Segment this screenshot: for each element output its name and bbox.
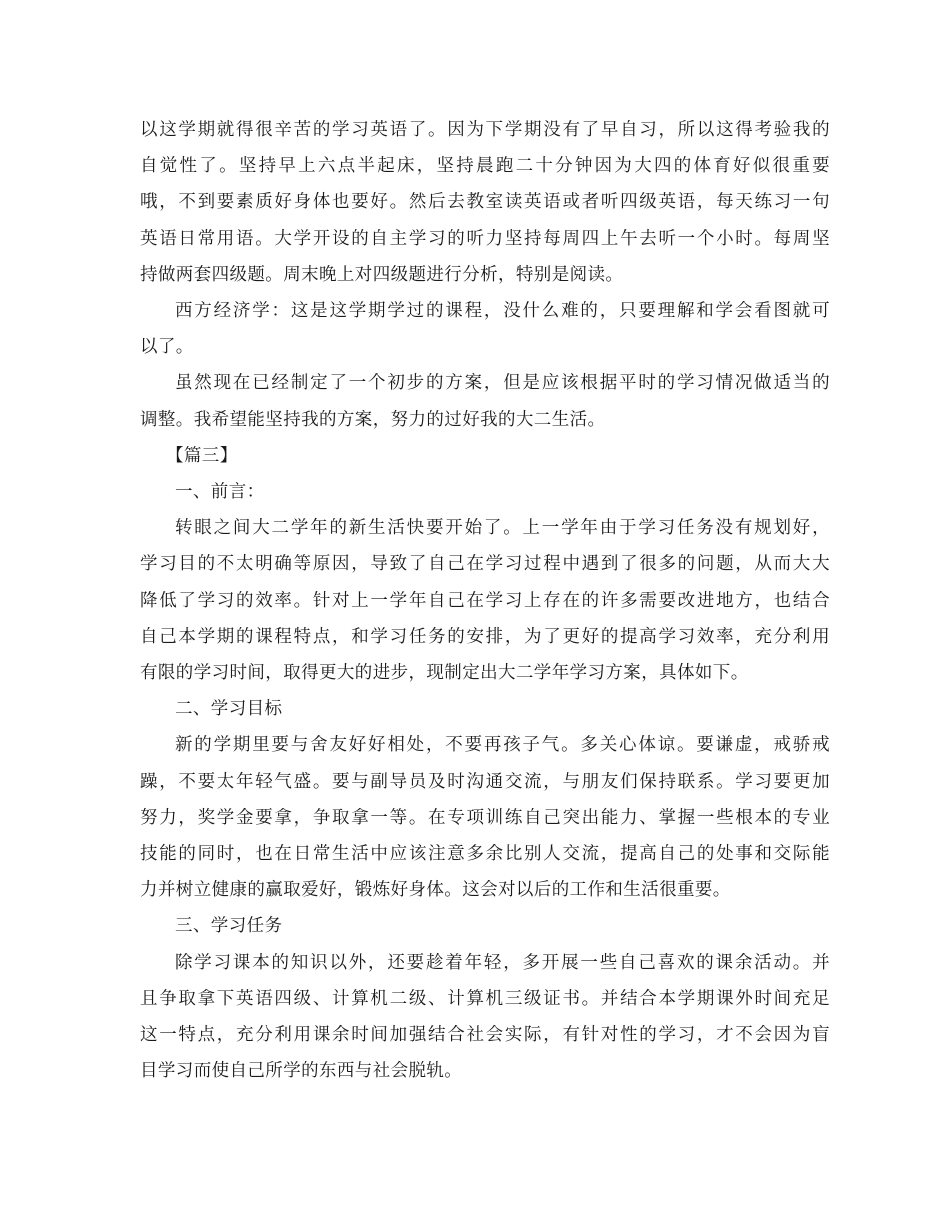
text-line: 技能的同时，也在日常生活中应该注意多余比别人交流，提高自己的处事和交际能 — [140, 844, 830, 865]
heading-goals: 二、学习目标 — [175, 699, 283, 720]
text-line: 除学习课本的知识以外，还要趁着年轻，多开展一些自己喜欢的课余活动。并 — [175, 952, 830, 973]
heading-tasks: 三、学习任务 — [175, 916, 283, 937]
text-line: 持做两套四级题。周末晚上对四级题进行分析，特别是阅读。 — [140, 264, 624, 285]
text-line: 调整。我希望能坚持我的方案，努力的过好我的大二生活。 — [140, 409, 606, 430]
text-line: 自觉性了。坚持早上六点半起床，坚持晨跑二十分钟因为大四的体育好似很重要 — [140, 156, 830, 177]
text-line: 以了。 — [140, 337, 194, 358]
document-body — [140, 112, 830, 1089]
text-line: 英语日常用语。大学开设的自主学习的听力坚持每周四上午去听一个小时。每周坚 — [140, 228, 830, 249]
text-line: 努力，奖学金要拿，争取拿一等。在专项训练自己突出能力、掌握一些根本的专业 — [140, 807, 830, 828]
text-line: 新的学期里要与舍友好好相处，不要再孩子气。多关心体谅。要谦虚，戒骄戒 — [175, 735, 830, 756]
text-line: 哦，不到要素质好身体也要好。然后去教室读英语或者听四级英语，每天练习一句 — [140, 192, 830, 213]
section-title: 【篇三】 — [166, 445, 238, 466]
text-line: 学习目的不太明确等原因，导致了自己在学习过程中遇到了很多的问题，从而大大 — [140, 554, 830, 575]
text-line: 自己本学期的课程特点，和学习任务的安排，为了更好的提高学习效率，充分利用 — [140, 626, 830, 647]
heading-preface: 一、前言： — [175, 482, 265, 503]
paragraph-adjustment — [140, 365, 830, 437]
text-line: 力并树立健康的赢取爱好，锻炼好身体。这会对以后的工作和生活很重要。 — [140, 880, 731, 901]
text-line: 以这学期就得很辛苦的学习英语了。因为下学期没有了早自习，所以这得考验我的 — [140, 120, 830, 140]
text-line: 躁，不要太年轻气盛。要与副导员及时沟通交流，与朋友们保持联系。学习要更加 — [140, 771, 830, 792]
text-line: 西方经济学：这是这学期学过的课程，没什么难的，只要理解和学会看图就可 — [175, 301, 830, 322]
paragraph-preface — [140, 510, 830, 691]
paragraph-western-economics — [140, 293, 830, 365]
paragraph-goals — [140, 727, 830, 908]
text-line: 有限的学习时间，取得更大的进步，现制定出大二学年学习方案，具体如下。 — [140, 663, 749, 684]
text-line: 且争取拿下英语四级、计算机二级、计算机三级证书。并结合本学期课外时间充足 — [140, 988, 830, 1009]
paragraph-tasks — [140, 945, 830, 1090]
text-line: 目学习而使自己所学的东西与社会脱轨。 — [140, 1061, 463, 1082]
text-line: 降低了学习的效率。针对上一学年自己在学习上存在的许多需要改进地方，也结合 — [140, 590, 830, 611]
text-line: 转眼之间大二学年的新生活快要开始了。上一学年由于学习任务没有规划好， — [175, 518, 830, 539]
text-line: 这一特点，充分利用课余时间加强结合社会实际，有针对性的学习，才不会因为盲 — [140, 1025, 830, 1046]
text-line: 虽然现在已经制定了一个初步的方案，但是应该根据平时的学习情况做适当的 — [175, 373, 830, 394]
paragraph-english-study — [140, 112, 830, 293]
